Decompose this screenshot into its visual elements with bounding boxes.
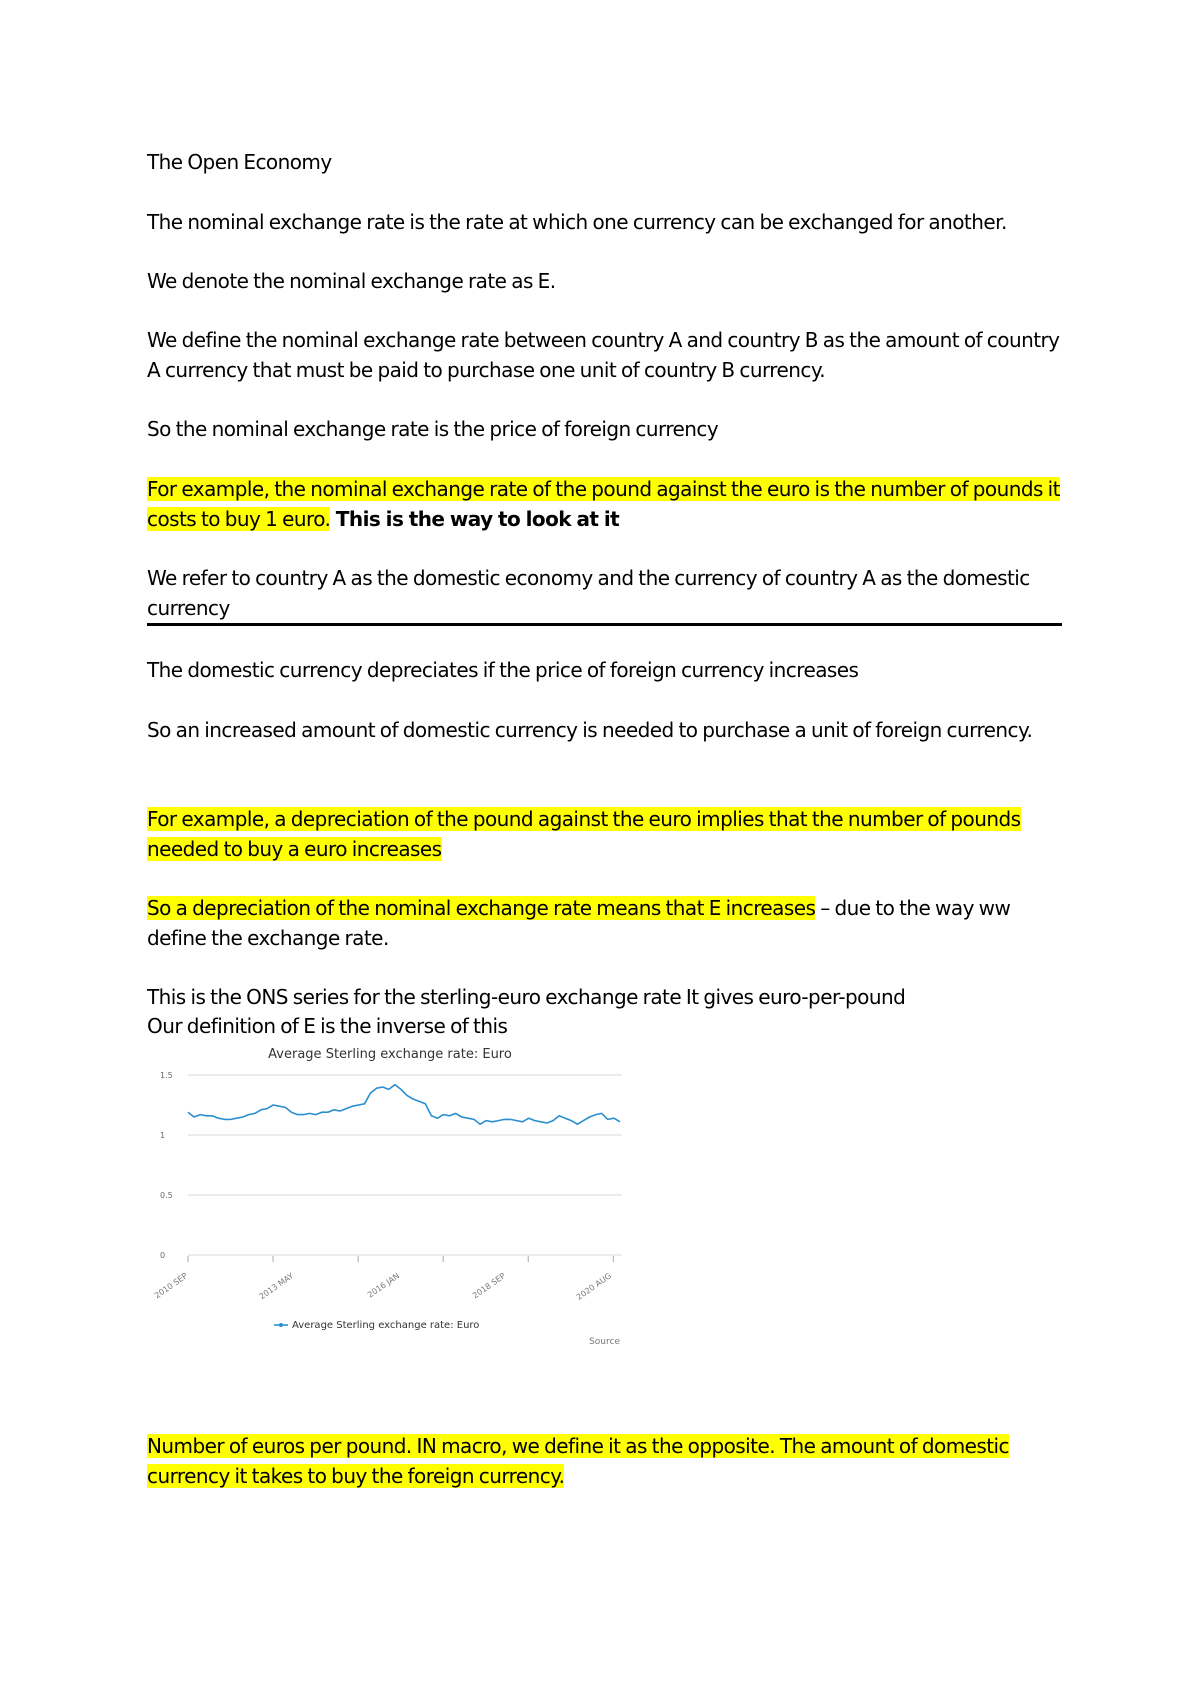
legend-label: Average Sterling exchange rate: Euro [292, 1320, 480, 1331]
legend-marker [279, 1323, 283, 1327]
paragraph-increased-amount: So an increased amount of domestic currency is needed to purchase a unit of foreign currency. [147, 718, 1033, 742]
doc-title: The Open Economy [147, 150, 332, 174]
paragraph-inverse: Our definition of E is the inverse of this [147, 1014, 508, 1038]
paragraph-definition: The nominal exchange rate is the rate at which one currency can be exchanged for another. [147, 210, 1007, 234]
y-tick-label: 1 [160, 1131, 166, 1140]
highlighted-text: For example, a depreciation of the pound against the euro implies that the number of pounds needed to buy a euro increases [147, 807, 1021, 861]
highlighted-text: Number of euros per pound. IN macro, we define it as the opposite. The amount of domestic currency it takes to buy the foreign currency. [147, 1434, 1009, 1488]
y-tick-label: 0.5 [160, 1191, 173, 1200]
exchange-rate-chart [140, 1040, 640, 1370]
x-tick-label: 2013 MAY [257, 1271, 296, 1302]
paragraph-e-increases [147, 893, 1067, 953]
paragraph-country-definition: We define the nominal exchange rate between country A and country B as the amount of country A currency that must be paid to purchase one unit of country B currency. [147, 328, 1060, 382]
series-line [188, 1085, 620, 1125]
y-tick-label: 0 [160, 1251, 166, 1260]
paragraph-depreciation-example [147, 804, 1067, 864]
paragraph-euros-per-pound [147, 1431, 1067, 1491]
highlighted-text: So a depreciation of the nominal exchange rate means that E increases [147, 896, 816, 920]
plain-text: – due to the way ww define the exchange rate. [147, 896, 1011, 950]
paragraph-domestic-economy: We refer to country A as the domestic economy and the currency of country A as the domestic currency [147, 566, 1030, 620]
highlighted-text: For example, the nominal exchange rate of the pound against the euro is the number of pounds it costs to buy 1 euro. [147, 477, 1060, 531]
y-tick-label: 1.5 [160, 1071, 173, 1080]
paragraph-ons-series: This is the ONS series for the sterling-euro exchange rate It gives euro-per-pound [147, 985, 906, 1009]
paragraph-depreciation: The domestic currency depreciates if the price of foreign currency increases [147, 658, 859, 682]
paragraph-price-of-foreign-currency: So the nominal exchange rate is the price of foreign currency [147, 417, 719, 441]
x-tick-label: 2016 JAN [366, 1271, 402, 1300]
paragraph-pound-euro-example [147, 474, 1067, 534]
source-label: Source [589, 1337, 620, 1347]
chart-title: Average Sterling exchange rate: Euro [268, 1047, 512, 1062]
x-tick-label: 2018 SEP [470, 1271, 508, 1301]
horizontal-rule [147, 623, 1062, 626]
paragraph-notation: We denote the nominal exchange rate as E. [147, 269, 556, 293]
x-tick-label: 2010 SEP [152, 1271, 190, 1301]
x-tick-label: 2020 AUG [574, 1271, 614, 1302]
bold-note: This is the way to look at it [330, 507, 620, 531]
